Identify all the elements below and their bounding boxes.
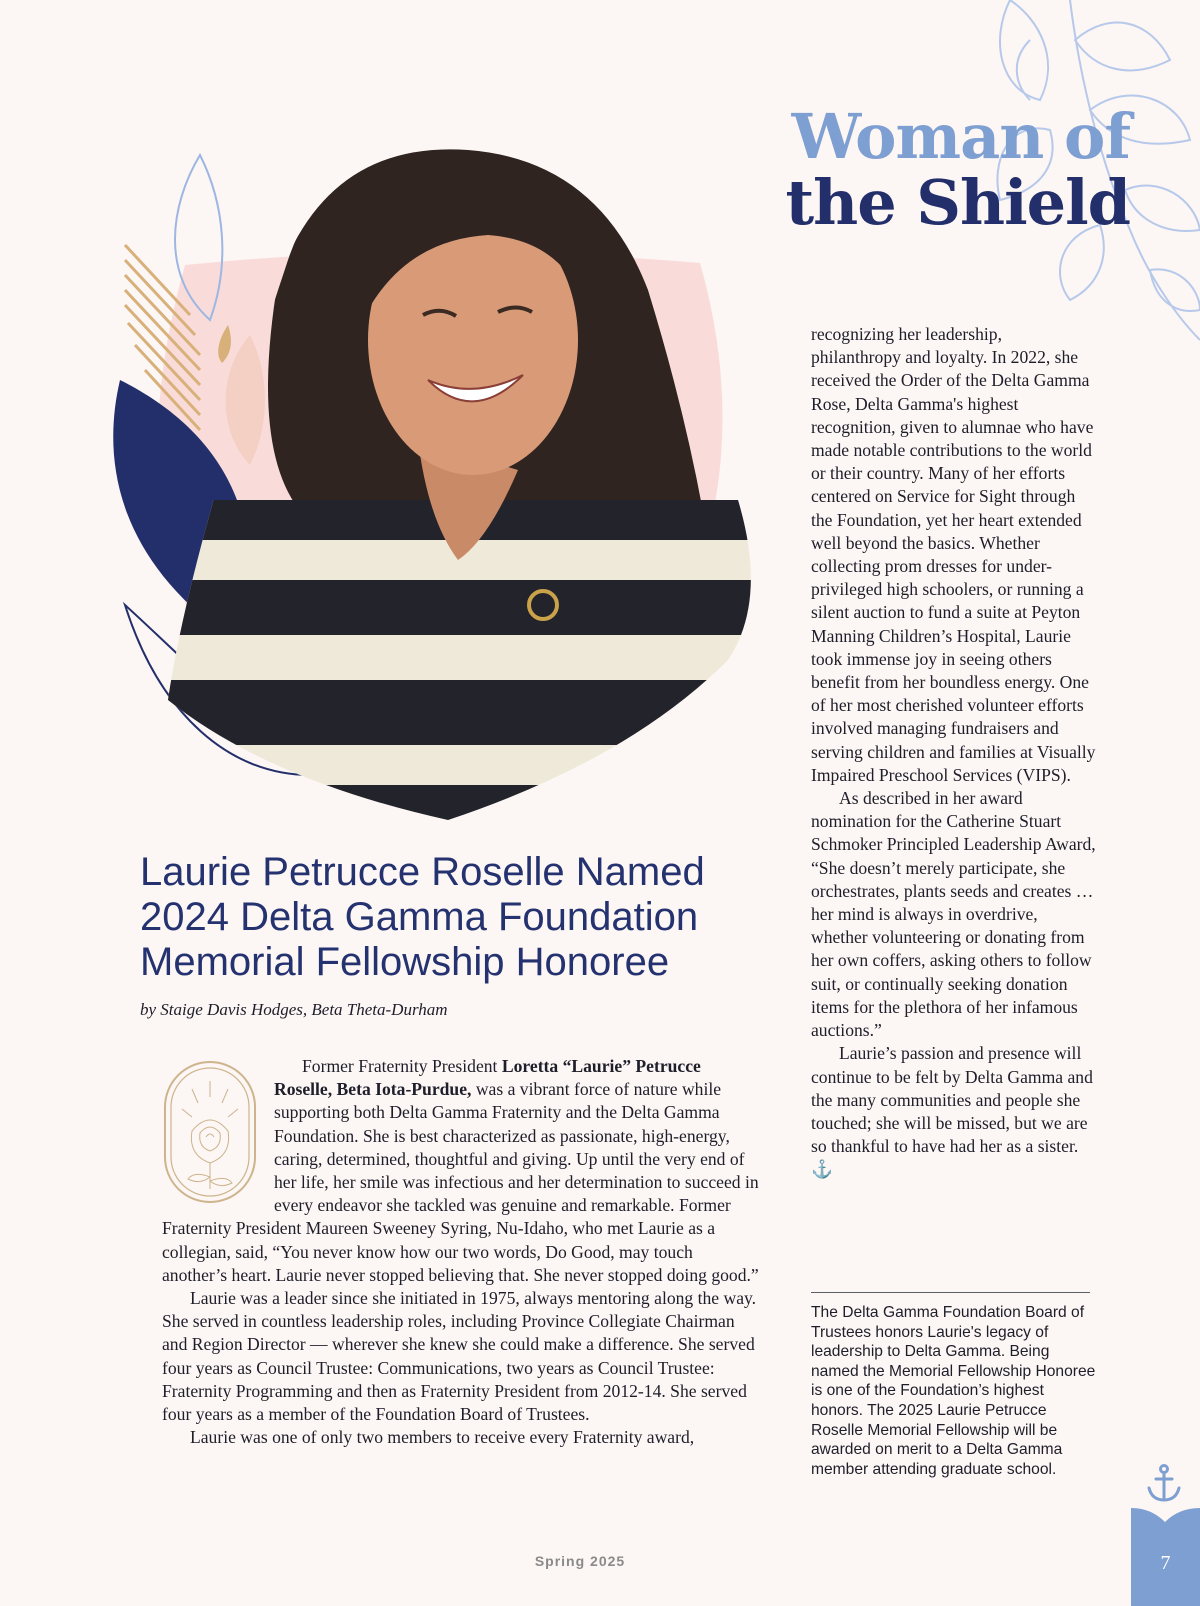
- rose-badge-icon: [162, 1059, 258, 1205]
- article-byline: by Staige Davis Hodges, Beta Theta-Durham: [140, 1000, 448, 1019]
- title-line-2: the Shield: [785, 166, 1130, 239]
- anchor-icon: ⚓: [811, 1159, 833, 1180]
- page-number: 7: [1160, 1552, 1171, 1574]
- anchor-icon: [1146, 1464, 1182, 1504]
- sidebar-divider: [811, 1292, 1090, 1293]
- portrait-photo: [128, 140, 778, 820]
- article-column-1: [162, 1055, 760, 1449]
- article-paragraph-2: Laurie was a leader since she initiated in 1975, always mentoring along the way. She served in countless leadership roles, including Province Collegiate Chairman and Region Director — wherever she knew she could make a difference. She served four years as Council Trustee: Communications, two years as Council Trustee: Fraternity Programming and then as Fraternity President from 2012-14. She served four years as a member of the Foundation Board of Trustees.: [162, 1288, 757, 1425]
- fellowship-sidebar: The Delta Gamma Foundation Board of Trustees honors Laurie's legacy of leadership to Delta Gamma. Being named the Memorial Fellowship Honoree is one of the Foundation’s highest honors. The 2025 Laurie Petrucce Roselle Memorial Fellowship will be awarded on merit to a Delta Gamma member attending graduate school.: [811, 1304, 1096, 1478]
- paragraph-6-text: Laurie’s passion and presence will continue to be felt by Delta Gamma and the many communities and people she touched; she will be missed, but we are so thankful to have had her as a sister.: [811, 1043, 1093, 1157]
- paragraph-1-body: was a vibrant force of nature while supporting both Delta Gamma Fraternity and the Delta Gamma Foundation. She is best characterized as passionate, high-energy, caring, determined, thoughtful and giving. Up until the very end of her life, her smile was infectious and her determination to succeed in every endeavor she tackled was genuine and remarkable. Former Fraternity President Maureen Sweeney Syring, Nu-Idaho, who met Laurie as a collegian, said, “You never know how our two words, Do Good, may touch another’s heart. Laurie never stopped believing that. She never stopped doing good.”: [162, 1079, 759, 1285]
- article-paragraph-6: [811, 1042, 1096, 1181]
- article-paragraph-4: recognizing her leadership, philanthropy and loyalty. In 2022, she received the Order of the Delta Gamma Rose, Delta Gamma's highest recognition, given to alumnae who have made notable contributions to the world or their country. Many of her efforts centered on Service for Sight through the Foundation, yet her heart extended well beyond the basics. Whether collecting prom dresses for under-privileged high schoolers, or running a silent auction to fund a suite at Peyton Manning Children’s Hospital, Laurie took immense joy in seeing others benefit from her boundless energy. One of her most cherished volunteer efforts involved managing fundraisers and serving children and families at Visually Impaired Preschool Services (VIPS).: [811, 324, 1096, 785]
- article-headline: Laurie Petrucce Roselle Named 2024 Delta Gamma Foundation Memorial Fellowship Honoree: [140, 850, 705, 984]
- article-column-2: [811, 323, 1096, 1182]
- masthead-title: [730, 100, 1130, 239]
- title-line-1: Woman of: [791, 100, 1130, 173]
- honoree-name: Loretta “Laurie” Petrucce Roselle, Beta Iota-Purdue,: [274, 1056, 701, 1100]
- issue-footer: Spring 2025: [534, 1553, 626, 1569]
- article-paragraph-5: As described in her award nomination for the Catherine Stuart Schmoker Principled Leadership Award, “She doesn’t merely participate, she orchestrates, plants seeds and creates … her mind is always in overdrive, whether volunteering or donating from her own coffers, asking others to follow suit, or continually seeking donation items for the plethora of her infamous auctions.”: [811, 788, 1096, 1041]
- paragraph-1-lead: Former Fraternity President: [302, 1056, 502, 1076]
- article-paragraph-3: Laurie was one of only two members to receive every Fraternity award,: [190, 1427, 695, 1448]
